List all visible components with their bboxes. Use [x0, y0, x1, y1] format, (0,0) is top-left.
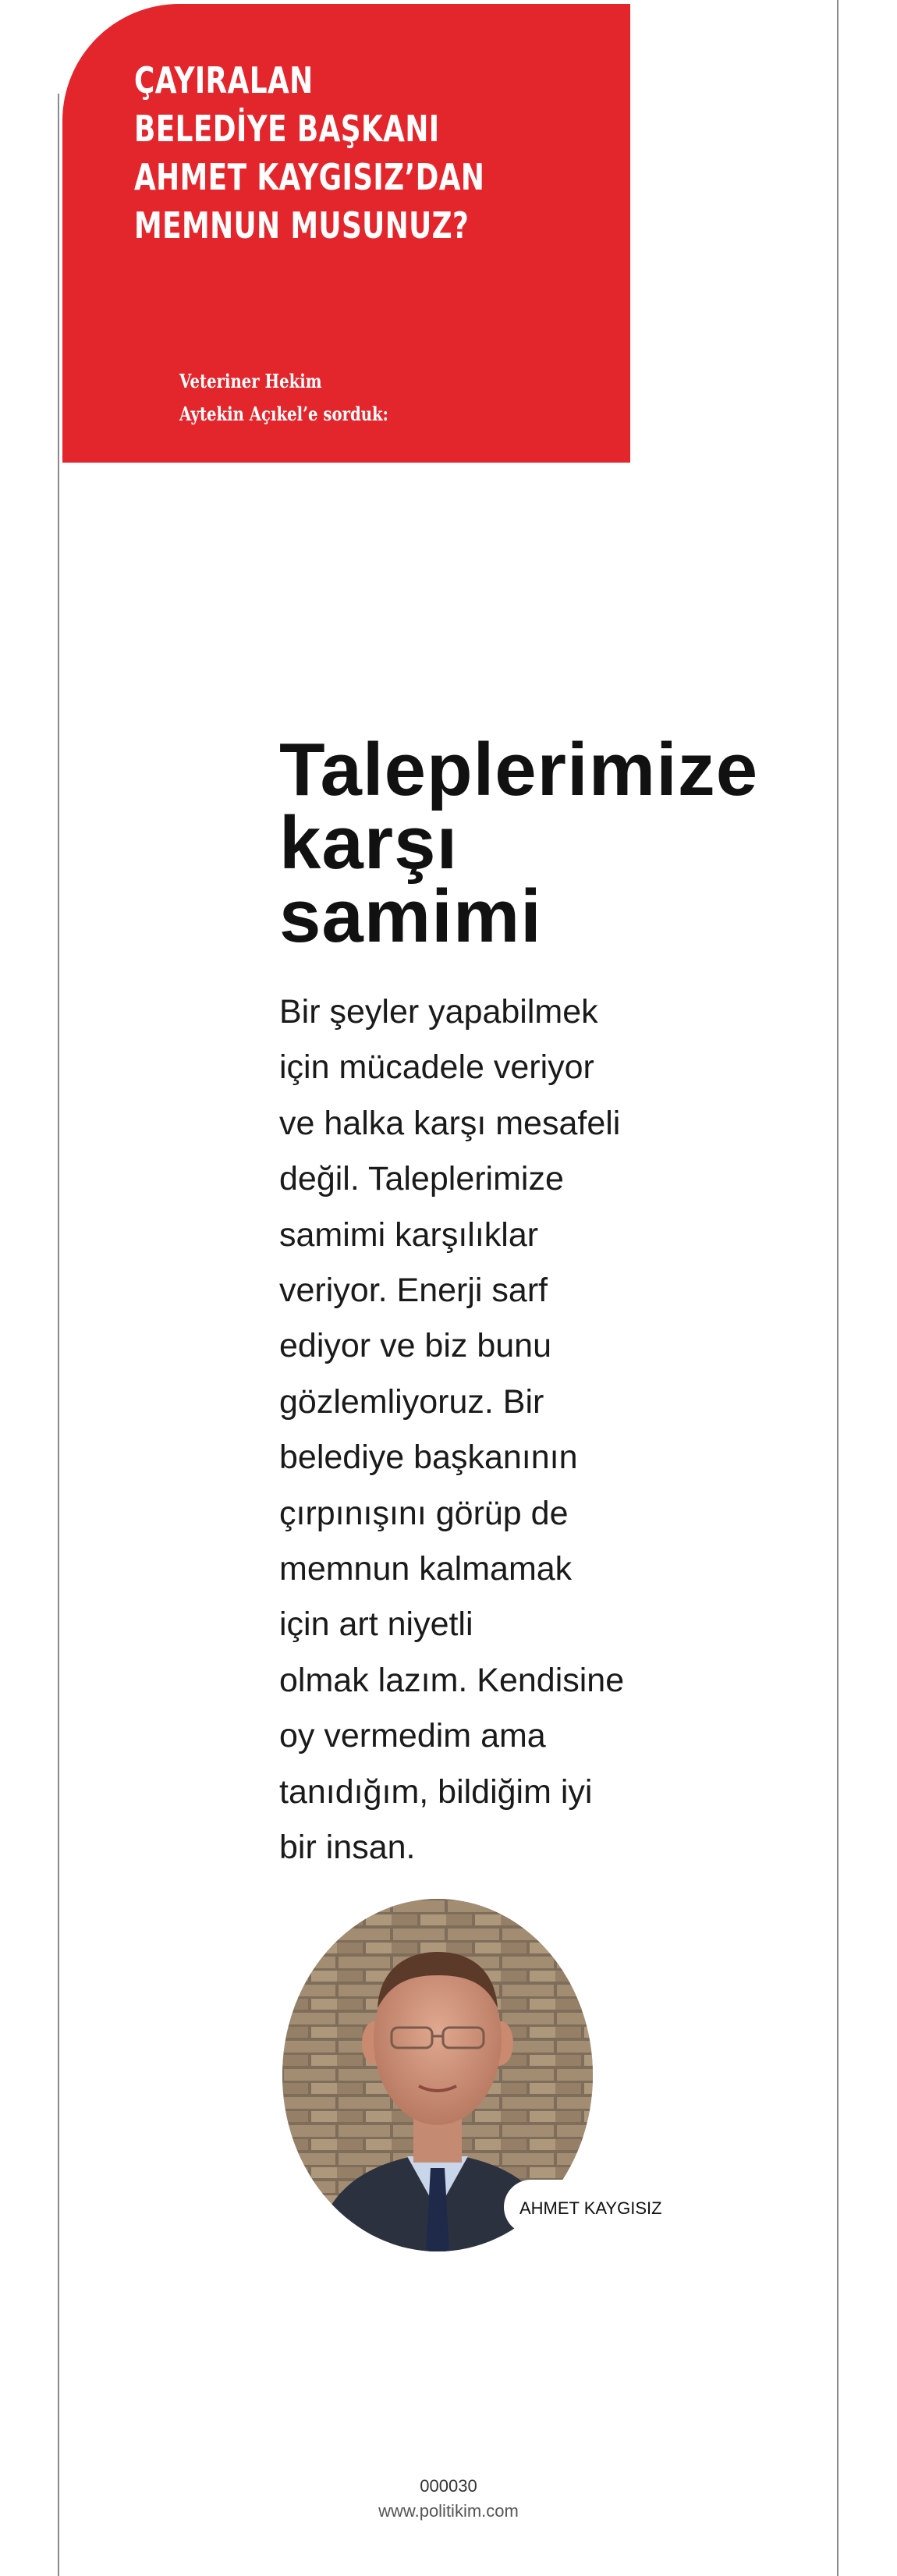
body-line: olmak lazım. Kendisine	[279, 1661, 625, 1699]
body-line: samimi karşılıklar	[279, 1215, 539, 1254]
body-line: ediyor ve biz bunu	[279, 1327, 551, 1365]
body-line: Bir şeyler yapabilmek	[279, 993, 598, 1031]
body-line: gözlemliyoruz. Bir	[279, 1382, 544, 1421]
interviewee-line: Aytekin Açıkel’e sorduk:	[179, 403, 388, 425]
title-line: samimi	[279, 875, 542, 958]
website-url[interactable]: www.politikim.com	[378, 2501, 519, 2521]
photo-caption: AHMET KAYGISIZ	[519, 2198, 662, 2218]
left-column-rule	[58, 94, 59, 2576]
title-line: Taleplerimize	[279, 728, 759, 811]
body-line: belediye başkanının	[279, 1439, 578, 1477]
body-line: değil. Taleplerimize	[279, 1160, 564, 1198]
body-line: memnun kalmamak	[279, 1550, 573, 1588]
headline-line: ÇAYIRALAN	[134, 59, 314, 101]
right-column-rule	[837, 0, 838, 2576]
headline-line: AHMET KAYGISIZ’DAN	[134, 156, 485, 198]
body-line: tanıdığım, bildiğim iyi	[279, 1772, 593, 1811]
page-number: 000030	[420, 2476, 477, 2496]
body-line: oy vermedim ama	[279, 1717, 546, 1755]
headline-line: MEMNUN MUSUNUZ?	[134, 204, 470, 247]
interviewee-line: Veteriner Hekim	[179, 370, 322, 392]
body-line: için mücadele veriyor	[279, 1048, 594, 1087]
interviewee-credit	[179, 365, 388, 431]
body-line: bir insan.	[279, 1829, 416, 1867]
body-line: ve halka karşı mesafeli	[279, 1104, 621, 1142]
body-line: çırpınışını görüp de	[279, 1494, 569, 1532]
article-title	[279, 728, 759, 958]
title-line: karşı	[279, 801, 459, 885]
section-headline	[134, 56, 485, 250]
article-body	[279, 985, 638, 1876]
body-line: için art niyetli	[279, 1606, 473, 1644]
headline-line: BELEDİYE BAŞKANI	[134, 108, 440, 150]
body-line: veriyor. Enerji sarf	[279, 1272, 548, 1310]
